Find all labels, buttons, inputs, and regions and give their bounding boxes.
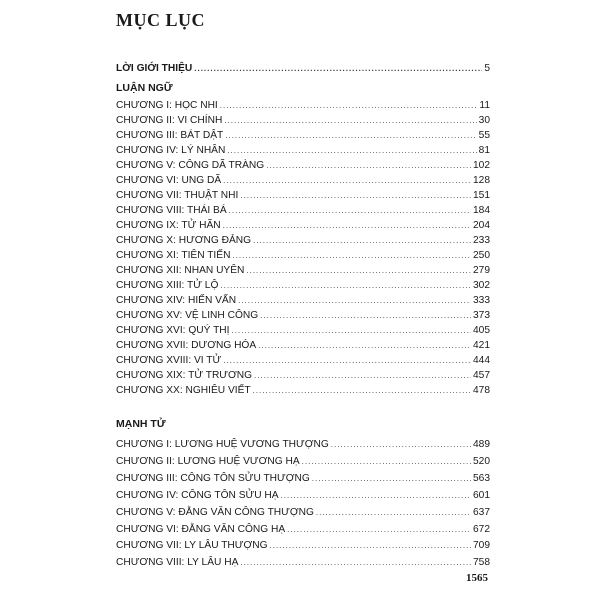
toc-entry-label: CHƯƠNG III: CÔNG TÔN SỬU THƯỢNG [116,472,310,484]
dot-leader [231,324,471,337]
toc-entry-label: CHƯƠNG VII: THUẬT NHI [116,190,239,201]
toc-entry[interactable] [116,174,490,187]
dot-leader [312,472,471,485]
toc-entry-page: 457 [473,370,490,381]
dot-leader [253,234,471,247]
toc-entry-label: CHƯƠNG IX: TỬ HÃN [116,220,221,231]
toc-entry-label: CHƯƠNG XVIII: VI TỬ [116,355,222,366]
toc-entry-label: CHƯƠNG XI: TIÊN TIẾN [116,250,231,261]
dot-leader [302,455,471,468]
toc-entry[interactable] [116,339,490,352]
toc-entry-page: 601 [473,489,490,501]
dot-leader [258,339,471,352]
toc-entry-page: 11 [479,100,490,111]
toc-entry[interactable] [116,354,490,367]
toc-entry[interactable] [116,384,490,397]
toc-entry[interactable] [116,249,490,262]
dot-leader [246,264,471,277]
toc-entry-label: CHƯƠNG VIII: THÁI BÁ [116,205,227,216]
toc-entry-page: 709 [473,540,490,552]
toc-entry-label: CHƯƠNG XIV: HIẾN VẤN [116,295,237,306]
toc-entry[interactable] [116,189,490,202]
page-title: MỤC LỤC [116,10,205,30]
toc-entry[interactable] [116,294,490,307]
toc-entry-intro[interactable] [116,62,490,75]
toc-entry-label: CHƯƠNG III: BÁT DẬT [116,130,224,141]
toc-entry-page: 233 [473,235,490,246]
dot-leader [223,354,471,367]
toc-entry[interactable] [116,144,490,157]
toc-entry-label: CHƯƠNG XIII: TỬ LỘ [116,280,219,291]
dot-leader [253,384,471,397]
dot-leader [224,114,476,127]
toc-entry[interactable] [116,472,490,485]
toc-entry[interactable] [116,264,490,277]
toc-entry[interactable] [116,369,490,382]
toc-entry-page: 563 [473,472,490,484]
dot-leader [232,249,471,262]
toc-entry[interactable] [116,556,490,569]
dot-leader [270,539,472,552]
dot-leader [227,144,476,157]
toc-entry-label: CHƯƠNG V: ĐẰNG VĂN CÔNG THƯỢNG [116,506,314,518]
toc-entry-page: 128 [473,175,490,186]
dot-leader [254,369,471,382]
toc-entry-page: 55 [478,130,490,141]
section-heading-luan-ngu: LUẬN NGỮ [116,82,173,94]
toc-entry-page: 637 [473,506,490,518]
toc-entry-page: 204 [473,220,490,231]
toc-entry[interactable] [116,129,490,142]
toc-entry[interactable] [116,523,490,536]
toc-entry-label: CHƯƠNG IV: CÔNG TÔN SỬU HẠ [116,489,279,501]
toc-entry-page: 405 [473,325,490,336]
section-heading-manh-tu: MẠNH TỬ [116,418,166,430]
dot-leader [223,219,471,232]
toc-entry-page: 5 [484,63,490,74]
toc-entry[interactable] [116,438,490,451]
dot-leader [240,189,471,202]
dot-leader [229,204,471,217]
toc-entry-page: 478 [473,385,490,396]
dot-leader [225,129,476,142]
toc-entry[interactable] [116,539,490,552]
dot-leader [194,62,482,75]
page-number: 1565 [466,572,488,584]
toc-entry-page: 333 [473,295,490,306]
toc-entry[interactable] [116,489,490,502]
toc-entry[interactable] [116,234,490,247]
toc-entry-page: 279 [473,265,490,276]
toc-entry[interactable] [116,204,490,217]
dot-leader [238,294,471,307]
toc-entry[interactable] [116,506,490,519]
toc-entry-label: LỜI GIỚI THIỆU [116,63,193,74]
toc-entry-page: 758 [473,557,490,569]
toc-entry-page: 30 [478,115,490,126]
dot-leader [287,523,471,536]
toc-entry-label: CHƯƠNG V: CÔNG DÃ TRÀNG [116,160,265,171]
toc-entry[interactable] [116,159,490,172]
toc-entry-label: CHƯƠNG VIII: LY LÂU HẠ [116,557,239,569]
toc-entry-page: 672 [473,523,490,535]
toc-entry[interactable] [116,219,490,232]
dot-leader [316,506,471,519]
toc-entry-page: 81 [478,145,490,156]
toc-entry-label: CHƯƠNG VI: ĐẰNG VĂN CÔNG HẠ [116,523,286,535]
toc-entry-page: 302 [473,280,490,291]
toc-entry-label: CHƯƠNG VI: UNG DÃ [116,175,222,186]
toc-entry[interactable] [116,279,490,292]
toc-entry[interactable] [116,114,490,127]
toc-entry-page: 373 [473,310,490,321]
toc-entry-label: CHƯƠNG XII: NHAN UYÊN [116,265,245,276]
toc-entry-page: 250 [473,250,490,261]
toc-entry-label: CHƯƠNG II: LƯƠNG HUỆ VƯƠNG HẠ [116,455,300,467]
toc-entry[interactable] [116,99,490,112]
dot-leader [240,556,471,569]
toc-entry-label: CHƯƠNG XV: VỆ LINH CÔNG [116,310,259,321]
toc-entry-label: CHƯƠNG I: LƯƠNG HUỆ VƯƠNG THƯỢNG [116,439,329,450]
toc-entry-label: CHƯƠNG XVI: QUÝ THỊ [116,325,230,336]
toc-entry-page: 421 [473,340,490,351]
dot-leader [220,279,471,292]
dot-leader [266,159,471,172]
dot-leader [331,438,471,451]
toc-entry-label: CHƯƠNG XX: NGHIÊU VIẾT [116,385,251,396]
toc-entry-label: CHƯƠNG X: HƯƠNG ĐẢNG [116,235,252,246]
toc-entry[interactable] [116,455,490,468]
toc-entry-page: 184 [473,205,490,216]
toc-entry-label: CHƯƠNG IV: LÝ NHÂN [116,145,226,156]
toc-entry-page: 489 [473,439,490,450]
toc-entry-label: CHƯƠNG XIX: TỬ TRƯƠNG [116,370,253,381]
toc-entry[interactable] [116,324,490,337]
dot-leader [281,489,471,502]
dot-leader [220,99,478,112]
toc-entry-label: CHƯƠNG I: HỌC NHI [116,100,218,111]
toc-entry-label: CHƯƠNG II: VI CHÍNH [116,115,223,126]
toc-entry[interactable] [116,309,490,322]
toc-entry-page: 520 [473,455,490,467]
toc-entry-page: 151 [473,190,490,201]
toc-entry-label: CHƯƠNG VII: LY LÂU THƯỢNG [116,540,268,552]
toc-entry-label: CHƯƠNG XVII: DƯƠNG HÓA [116,340,257,351]
dot-leader [260,309,471,322]
dot-leader [223,174,471,187]
toc-entry-page: 102 [473,160,490,171]
toc-entry-page: 444 [473,355,490,366]
